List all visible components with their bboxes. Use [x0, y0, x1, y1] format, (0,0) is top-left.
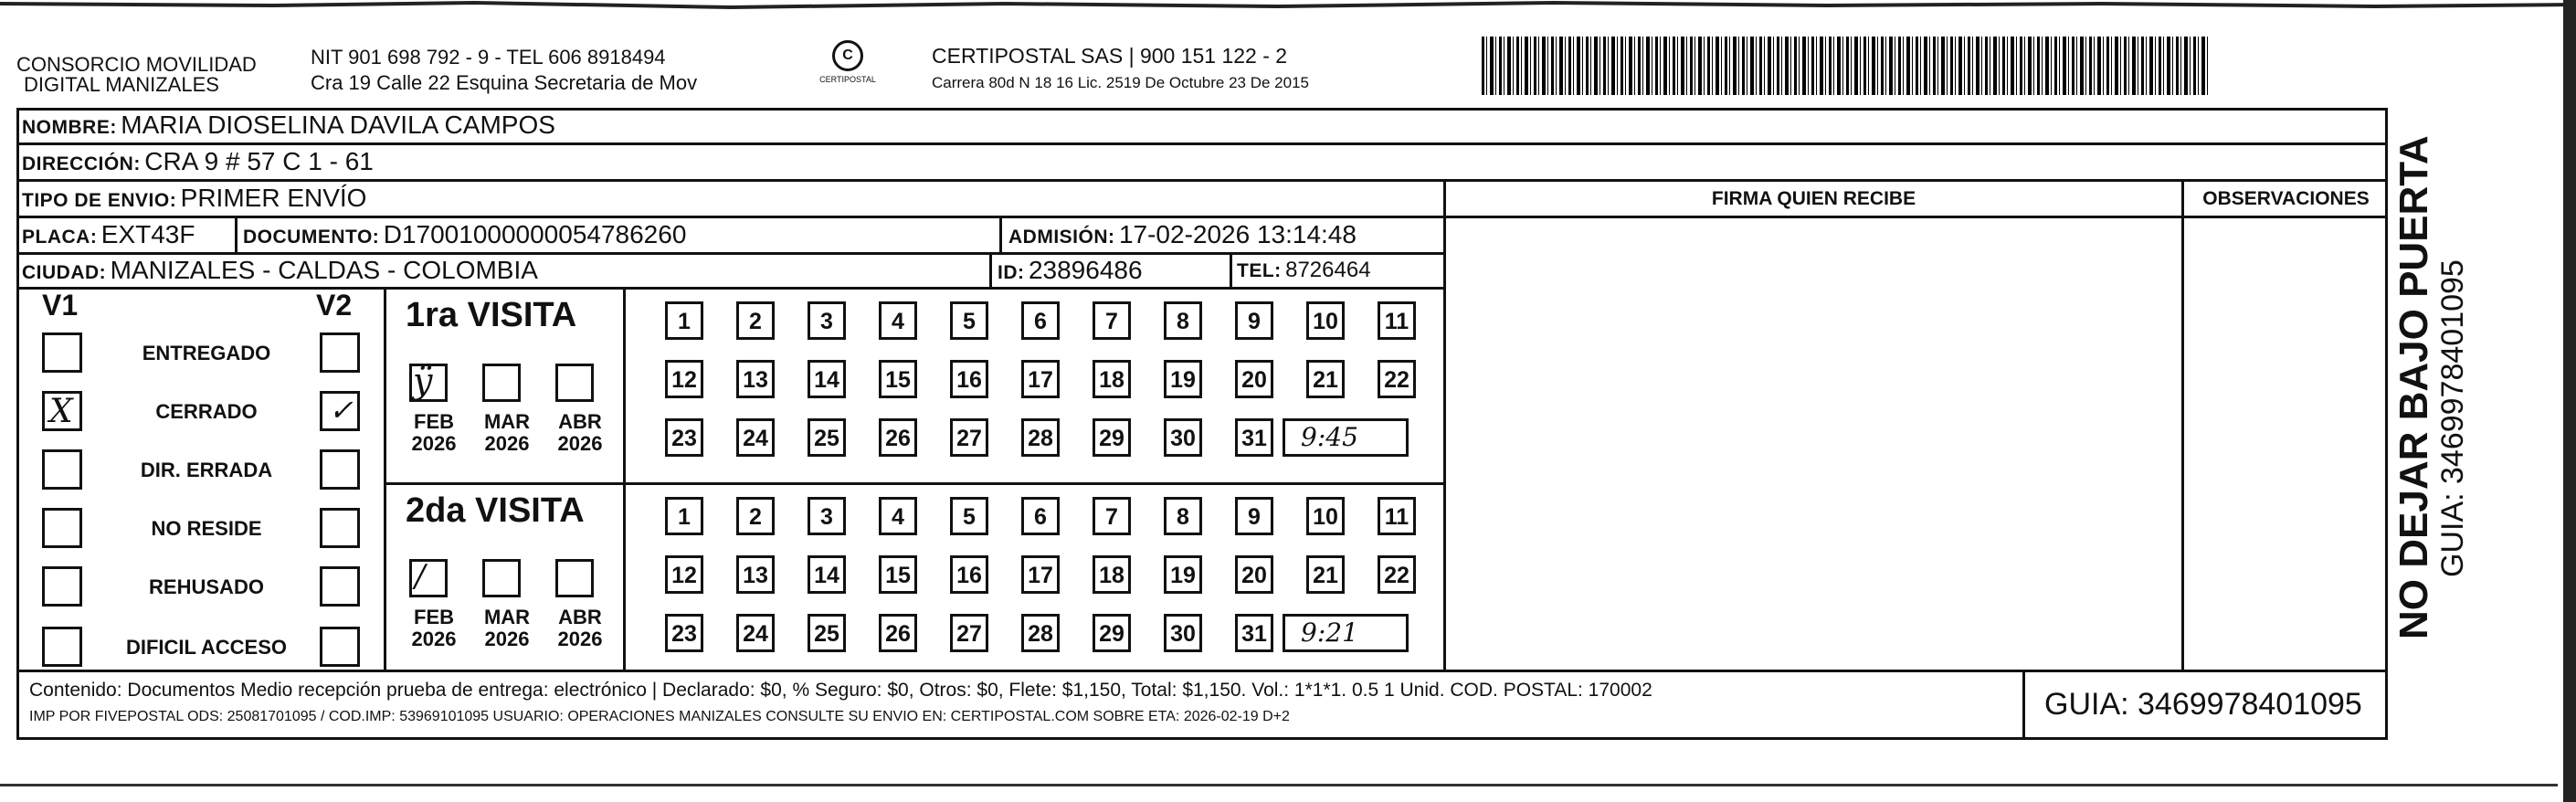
day-box[interactable]: 13 [736, 360, 775, 398]
id-value: 23896486 [1028, 256, 1143, 284]
day-box[interactable]: 7 [1093, 301, 1131, 340]
month-name: FEB [414, 410, 454, 433]
cell-divider [1230, 252, 1232, 287]
ciudad-value: MANIZALES - CALDAS - COLOMBIA [110, 256, 538, 284]
day-box[interactable]: 4 [879, 497, 917, 535]
day-box[interactable]: 27 [950, 418, 988, 457]
company-address: Cra 19 Calle 22 Esquina Secretaria de Mov [311, 71, 698, 94]
day-box[interactable]: 20 [1235, 555, 1273, 594]
courier-line2: Carrera 80d N 18 16 Lic. 2519 De Octubre 23 De 2015 [932, 74, 1309, 91]
v1-checkbox[interactable] [42, 508, 82, 548]
side-guia-text: GUIA: 3469978401095 [2435, 259, 2470, 577]
day-box[interactable]: 31 [1235, 418, 1273, 457]
month-name: ABR [558, 606, 602, 628]
day-box[interactable]: 4 [879, 301, 917, 340]
day-box[interactable]: 17 [1021, 555, 1060, 594]
visit-divider [623, 287, 626, 670]
day-box[interactable]: 18 [1093, 555, 1131, 594]
day-box[interactable]: 22 [1378, 360, 1416, 398]
day-box[interactable]: 24 [736, 418, 775, 457]
tel-value: 8726464 [1285, 258, 1371, 282]
observaciones-header: OBSERVACIONES [2202, 188, 2370, 209]
courier-line1: CERTIPOSTAL SAS | 900 151 122 - 2 [932, 44, 1288, 68]
v2-checkbox[interactable] [320, 627, 360, 667]
v2-cerrado-mark: ✓ [329, 393, 354, 427]
ciudad-label: CIUDAD: [22, 262, 107, 283]
footer-imp: IMP POR FIVEPOSTAL ODS: 25081701095 / COD.IMP: 53969101095 USUARIO: OPERACIONES MANIZALES CONSULTE SU ENVIO EN: CERTIPOSTAL.COM SOBRE ETA: 2026-02-19 D+2 [29, 709, 1290, 724]
cell-divider [235, 216, 238, 252]
v1-checkbox[interactable] [42, 566, 82, 607]
cell-divider [989, 252, 992, 287]
month-name: MAR [483, 410, 531, 433]
status-label: CERRADO [155, 400, 258, 423]
day-box[interactable]: 2 [736, 301, 775, 340]
v2-header: V2 [316, 289, 353, 322]
day-box[interactable]: 16 [950, 555, 988, 594]
day-box[interactable]: 9 [1235, 497, 1273, 535]
month-checkbox[interactable] [482, 364, 521, 402]
tel-label: TEL: [1237, 260, 1282, 281]
day-box[interactable]: 6 [1021, 497, 1060, 535]
admision-cell [1008, 219, 1357, 255]
month-name: ABR [558, 410, 602, 433]
day-box[interactable]: 31 [1235, 614, 1273, 652]
day-box[interactable]: 30 [1164, 418, 1202, 457]
tipo-envio-row [22, 183, 366, 218]
day-box[interactable]: 18 [1093, 360, 1131, 398]
day-box[interactable]: 19 [1164, 555, 1202, 594]
barcode [1482, 37, 2209, 95]
footer-contenido: Contenido: Documentos Medio recepción prueba de entrega: electrónico | Declarado: $0, % Seguro: $0, Otros: $0, Flete: $1,150, Total: $1,150. Vol.: 1*1*1. 0.5 1 Unid. COD. POSTAL: 170002 [29, 680, 1652, 701]
day-box[interactable]: 3 [808, 497, 846, 535]
feb-mark-visit1: ÿ [413, 361, 433, 401]
feb-mark-visit2: / [415, 558, 426, 595]
nombre-value: MARIA DIOSELINA DAVILA CAMPOS [121, 111, 555, 139]
month-name: MAR [483, 606, 531, 628]
day-box[interactable]: 10 [1306, 301, 1345, 340]
day-box[interactable]: 21 [1306, 555, 1345, 594]
day-box[interactable]: 9 [1235, 301, 1273, 340]
day-box[interactable]: 26 [879, 418, 917, 457]
documento-cell [243, 219, 686, 255]
direccion-label: DIRECCIÓN: [22, 153, 141, 174]
documento-label: DOCUMENTO: [243, 227, 380, 248]
day-box[interactable]: 27 [950, 614, 988, 652]
day-box[interactable]: 22 [1378, 555, 1416, 594]
day-box[interactable]: 29 [1093, 614, 1131, 652]
scan-edge-artifact [0, 0, 2576, 13]
footer-guia: GUIA: 3469978401095 [2044, 687, 2362, 722]
day-box[interactable]: 24 [736, 614, 775, 652]
month-year: 2026 [484, 432, 530, 455]
company-name-line1: CONSORCIO MOVILIDAD [16, 53, 257, 76]
firma-header: FIRMA QUIEN RECIBE [1711, 188, 1916, 209]
cell-divider [999, 216, 1002, 252]
day-box[interactable]: 14 [808, 555, 846, 594]
visit-title: 1ra VISITA [406, 296, 577, 334]
v1-checkbox[interactable] [42, 449, 82, 490]
month-checkbox[interactable] [555, 559, 594, 597]
day-box[interactable]: 28 [1021, 614, 1060, 652]
placa-value: EXT43F [100, 220, 195, 248]
handwritten-time: 9:45 [1301, 422, 1358, 452]
day-box[interactable]: 7 [1093, 497, 1131, 535]
day-box[interactable]: 8 [1164, 301, 1202, 340]
day-box[interactable]: 21 [1306, 360, 1345, 398]
day-box[interactable]: 3 [808, 301, 846, 340]
v2-checkbox[interactable] [320, 449, 360, 490]
nombre-label: NOMBRE: [22, 117, 117, 138]
certipostal-logo [815, 40, 881, 97]
tel-cell [1237, 255, 1371, 289]
v2-checkbox[interactable] [320, 566, 360, 607]
status-divider [384, 287, 386, 670]
id-cell [998, 255, 1143, 290]
status-label: DIFICIL ACCESO [125, 636, 287, 659]
day-box[interactable]: 23 [665, 614, 703, 652]
documento-value: D17001000000054786260 [383, 220, 687, 248]
admision-label: ADMISIÓN: [1008, 227, 1115, 248]
nombre-row [22, 110, 555, 145]
v1-cerrado-mark: X [49, 393, 73, 430]
day-box[interactable]: 11 [1378, 301, 1416, 340]
status-label: DIR. ERRADA [140, 459, 273, 481]
month-year: 2026 [484, 628, 530, 650]
month-checkbox[interactable] [482, 559, 521, 597]
tipo-envio-value: PRIMER ENVÍO [180, 184, 367, 212]
month-checkbox[interactable] [555, 364, 594, 402]
v1-checkbox[interactable] [42, 627, 82, 667]
day-box[interactable]: 1 [665, 301, 703, 340]
v2-checkbox[interactable] [320, 508, 360, 548]
row-line [16, 670, 2388, 672]
day-box[interactable]: 15 [879, 555, 917, 594]
day-box[interactable]: 6 [1021, 301, 1060, 340]
month-year: 2026 [411, 432, 457, 455]
day-box[interactable]: 11 [1378, 497, 1416, 535]
id-label: ID: [998, 262, 1025, 283]
ciudad-cell [22, 255, 538, 290]
day-box[interactable]: 12 [665, 360, 703, 398]
column-divider [2181, 179, 2184, 670]
day-box[interactable]: 13 [736, 555, 775, 594]
no-dejar-bajo-puerta-text: NO DEJAR BAJO PUERTA [2391, 135, 2436, 639]
day-box[interactable]: 23 [665, 418, 703, 457]
status-label: NO RESIDE [151, 517, 262, 540]
status-label: ENTREGADO [142, 342, 271, 364]
row-line [1443, 216, 2388, 218]
day-box[interactable]: 26 [879, 614, 917, 652]
month-year: 2026 [557, 432, 603, 455]
day-box[interactable]: 5 [950, 497, 988, 535]
visit-separator [384, 482, 1446, 485]
day-box[interactable]: 29 [1093, 418, 1131, 457]
day-box[interactable]: 25 [808, 418, 846, 457]
day-box[interactable]: 12 [665, 555, 703, 594]
company-name-line2: DIGITAL MANIZALES [24, 73, 219, 96]
day-box[interactable]: 19 [1164, 360, 1202, 398]
day-box[interactable]: 8 [1164, 497, 1202, 535]
day-box[interactable]: 10 [1306, 497, 1345, 535]
day-box[interactable]: 2 [736, 497, 775, 535]
month-name: FEB [414, 606, 454, 628]
direccion-row [22, 146, 374, 182]
scan-right-edge [2563, 0, 2576, 802]
day-box[interactable]: 25 [808, 614, 846, 652]
day-box[interactable]: 1 [665, 497, 703, 535]
day-box[interactable]: 17 [1021, 360, 1060, 398]
day-box[interactable]: 15 [879, 360, 917, 398]
day-box[interactable]: 16 [950, 360, 988, 398]
day-box[interactable]: 20 [1235, 360, 1273, 398]
day-box[interactable]: 30 [1164, 614, 1202, 652]
column-divider [1443, 179, 1446, 670]
day-box[interactable]: 14 [808, 360, 846, 398]
placa-cell [22, 219, 195, 255]
admision-value: 17-02-2026 13:14:48 [1118, 220, 1357, 248]
logo-mark-icon: C [832, 40, 863, 71]
handwritten-time: 9:21 [1301, 617, 1358, 648]
month-year: 2026 [557, 628, 603, 650]
column-divider [2022, 670, 2025, 740]
v1-header: V1 [42, 289, 79, 322]
direccion-value: CRA 9 # 57 C 1 - 61 [144, 147, 374, 175]
scan-bottom-edge [0, 784, 2558, 786]
day-box[interactable]: 5 [950, 301, 988, 340]
v2-checkbox[interactable] [320, 332, 360, 373]
status-label: REHUSADO [149, 575, 264, 598]
placa-label: PLACA: [22, 227, 98, 248]
nit-line: NIT 901 698 792 - 9 - TEL 606 8918494 [311, 46, 666, 69]
day-box[interactable]: 28 [1021, 418, 1060, 457]
visit-title: 2da VISITA [406, 491, 585, 530]
tipo-envio-label: TIPO DE ENVIO: [22, 190, 177, 211]
month-year: 2026 [411, 628, 457, 650]
logo-text: CERTIPOSTAL [819, 75, 876, 84]
v1-checkbox[interactable] [42, 332, 82, 373]
